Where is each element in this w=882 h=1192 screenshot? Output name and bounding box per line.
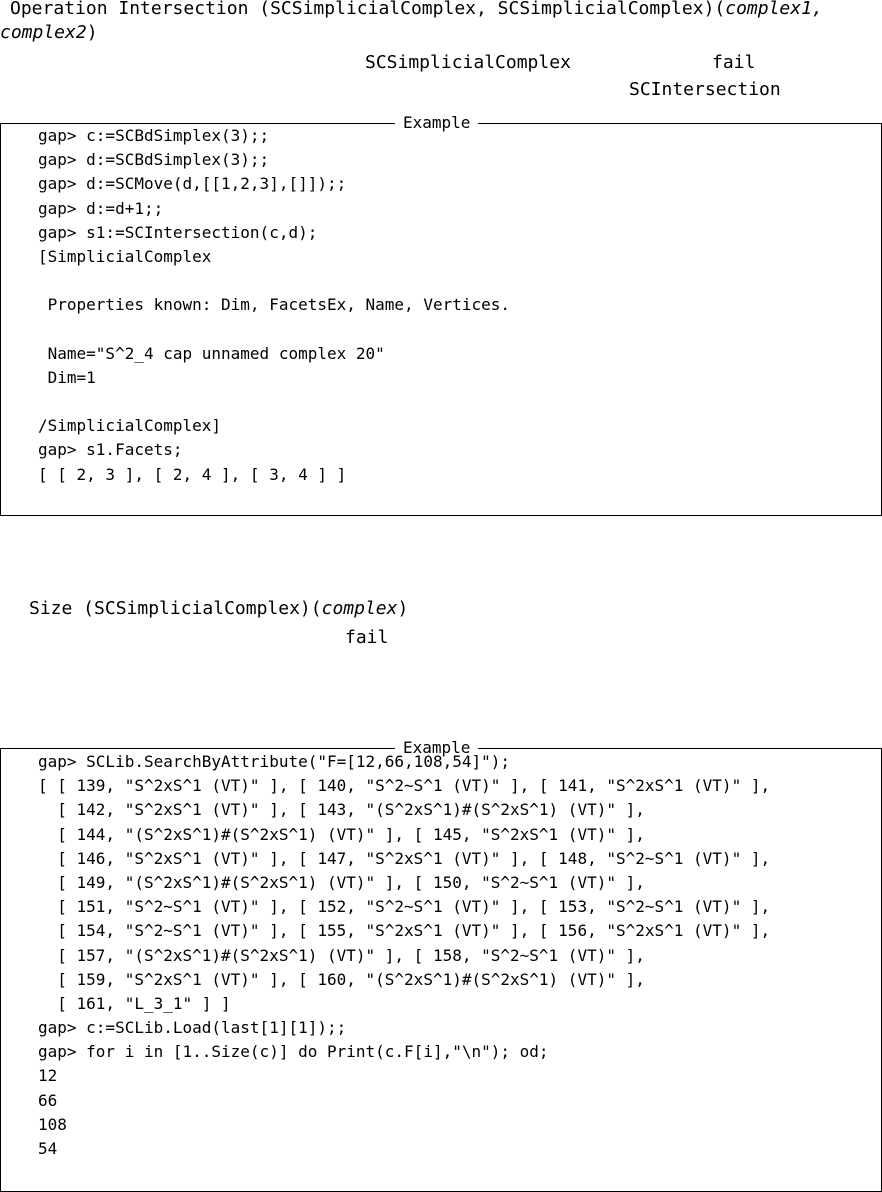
code-line: [ 159, "S^2xS^1 (VT)" ], [ 160, "(S^2xS^1)#(S^2xS^1) (VT)" ],	[38, 969, 645, 989]
code-line: gap> SCLib.SearchByAttribute("F=[12,66,108,54]");	[38, 752, 511, 771]
code-line: gap> d:=d+1;;	[38, 198, 164, 218]
code-block-1	[38, 124, 510, 487]
code-line: gap> c:=SCBdSimplex(3);;	[38, 126, 270, 145]
example-label: Example	[395, 114, 478, 132]
code-line: Name="S^2_4 cap unnamed complex 20"	[38, 343, 385, 363]
example-box-1	[0, 113, 882, 516]
returns-fail: fail	[345, 627, 389, 648]
code-line: 12	[38, 1066, 58, 1086]
code-line: 108	[38, 1114, 67, 1134]
signature-arg-complex2: complex2	[0, 22, 87, 43]
code-line: Properties known: Dim, FacetsEx, Name, Vertices.	[38, 295, 511, 315]
operation-signature-cont	[0, 21, 98, 45]
signature-name: Size (SCSimplicialComplex)(	[29, 598, 322, 619]
code-line: /SimplicialComplex]	[38, 416, 222, 436]
code-line: gap> s1.Facets;	[38, 440, 183, 460]
code-line: [ 142, "S^2xS^1 (VT)" ], [ 143, "(S^2xS^1)#(S^2xS^1) (VT)" ],	[38, 800, 645, 820]
size-signature	[29, 597, 408, 621]
code-line: [ 144, "(S^2xS^1)#(S^2xS^1) (VT)" ], [ 145, "S^2xS^1 (VT)" ],	[38, 824, 645, 844]
code-line: [ 151, "S^2~S^1 (VT)" ], [ 152, "S^2~S^1 (VT)" ], [ 153, "S^2~S^1 (VT)" ],	[38, 897, 771, 917]
code-line: [ 154, "S^2~S^1 (VT)" ], [ 155, "S^2xS^1 (VT)" ], [ 156, "S^2xS^1 (VT)" ],	[38, 921, 771, 941]
signature-name: Operation Intersection (SCSimplicialComplex, SCSimplicialComplex)(	[10, 0, 726, 19]
returns-fail: fail	[712, 52, 756, 73]
code-line: [ 146, "S^2xS^1 (VT)" ], [ 147, "S^2xS^1 (VT)" ], [ 148, "S^2~S^1 (VT)" ],	[38, 848, 771, 868]
signature-arg-complex1: complex1,	[725, 0, 823, 19]
signature-close: )	[397, 598, 409, 619]
code-line: 54	[38, 1139, 58, 1158]
signature-arg-complex: complex	[321, 598, 398, 619]
code-line: [ [ 139, "S^2xS^1 (VT)" ], [ 140, "S^2~S^1 (VT)" ], [ 141, "S^2xS^1 (VT)" ],	[38, 776, 771, 796]
operation-signature	[10, 0, 823, 21]
returns-reference: SCIntersection	[629, 79, 781, 100]
code-line: gap> s1:=SCIntersection(c,d);	[38, 222, 318, 242]
code-line: [ 149, "(S^2xS^1)#(S^2xS^1) (VT)" ], [ 150, "S^2~S^1 (VT)" ],	[38, 872, 645, 892]
returns-type: SCSimplicialComplex	[365, 52, 571, 73]
code-line	[38, 269, 510, 293]
code-line	[38, 390, 510, 414]
example-box-2	[0, 738, 882, 1192]
code-line: gap> c:=SCLib.Load(last[1][1]);;	[38, 1018, 347, 1038]
code-line: [ [ 2, 3 ], [ 2, 4 ], [ 3, 4 ] ]	[38, 464, 347, 484]
code-line: [ 157, "(S^2xS^1)#(S^2xS^1) (VT)" ], [ 158, "S^2~S^1 (VT)" ],	[38, 945, 645, 965]
code-line	[38, 318, 510, 342]
code-line: [ 161, "L_3_1" ] ]	[38, 993, 231, 1013]
code-line: 66	[38, 1090, 58, 1110]
code-line: gap> d:=SCMove(d,[[1,2,3],[]]);;	[38, 174, 347, 194]
code-line: Dim=1	[38, 367, 96, 387]
code-block-2	[38, 750, 770, 1161]
signature-close: )	[86, 22, 98, 43]
code-line: [SimplicialComplex	[38, 246, 212, 266]
code-line: gap> for i in [1..Size(c)] do Print(c.F[i],"\n"); od;	[38, 1042, 549, 1062]
code-line: gap> d:=SCBdSimplex(3);;	[38, 150, 270, 170]
example-label: Example	[395, 739, 478, 757]
